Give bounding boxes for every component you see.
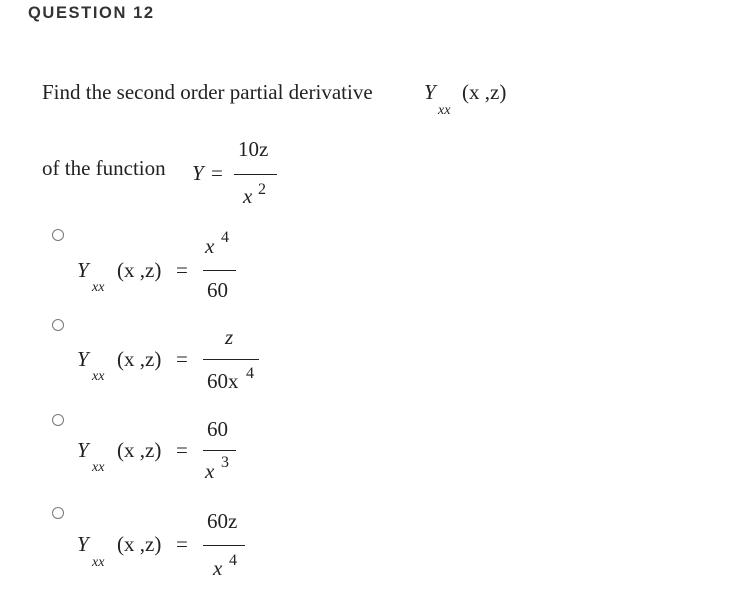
option-c-denominator-base: x xyxy=(205,459,215,483)
function-intro: of the function xyxy=(42,156,166,180)
function-lhs: Y xyxy=(192,161,204,185)
option-d-denominator-exponent: 4 xyxy=(229,552,237,569)
option-b-args: (x ,z) xyxy=(117,347,162,371)
option-d-denominator-base: x xyxy=(213,556,223,580)
option-a-numerator-base: x xyxy=(205,234,215,258)
option-a-equals: = xyxy=(176,258,188,282)
option-d-subscript: xx xyxy=(92,555,105,570)
function-fraction-bar xyxy=(234,174,277,175)
function-denominator-exponent: 2 xyxy=(258,181,266,198)
option-a-denominator-base: 60 xyxy=(207,278,228,302)
option-b-denominator-base: 60x xyxy=(207,369,239,393)
option-a-lhs: Y xyxy=(77,258,89,282)
option-c-denominator-exponent: 3 xyxy=(221,454,229,471)
function-denominator-base: x xyxy=(243,184,253,208)
option-c-args: (x ,z) xyxy=(117,438,162,462)
option-d-radio[interactable] xyxy=(52,507,64,519)
option-c-radio[interactable] xyxy=(52,414,64,426)
target-function-subscript: xx xyxy=(438,103,451,118)
target-function-args: (x ,z) xyxy=(462,80,507,104)
option-c-equals: = xyxy=(176,438,188,462)
option-d-numerator-base: 60z xyxy=(207,509,238,533)
question-title: QUESTION 12 xyxy=(28,4,155,22)
option-d-fraction-bar xyxy=(203,545,245,546)
option-b-denominator-exponent: 4 xyxy=(246,365,254,382)
option-a-fraction-bar xyxy=(203,270,236,271)
option-a-subscript: xx xyxy=(92,280,105,295)
option-c-numerator-base: 60 xyxy=(207,417,228,441)
question-prompt: Find the second order partial derivative xyxy=(42,80,373,104)
option-a-numerator-exponent: 4 xyxy=(221,229,229,246)
option-b-equals: = xyxy=(176,347,188,371)
function-equals: = xyxy=(211,161,223,185)
option-d-lhs: Y xyxy=(77,532,89,556)
option-c-subscript: xx xyxy=(92,460,105,475)
option-a-radio[interactable] xyxy=(52,229,64,241)
option-c-lhs: Y xyxy=(77,438,89,462)
target-function-symbol: Y xyxy=(424,80,436,104)
option-b-lhs: Y xyxy=(77,347,89,371)
option-a-args: (x ,z) xyxy=(117,258,162,282)
option-d-args: (x ,z) xyxy=(117,532,162,556)
option-b-radio[interactable] xyxy=(52,319,64,331)
option-c-fraction-bar xyxy=(203,450,236,451)
function-numerator: 10z xyxy=(238,137,269,161)
option-d-equals: = xyxy=(176,532,188,556)
option-b-subscript: xx xyxy=(92,369,105,384)
option-b-fraction-bar xyxy=(203,359,259,360)
option-b-numerator-base: z xyxy=(225,325,234,349)
